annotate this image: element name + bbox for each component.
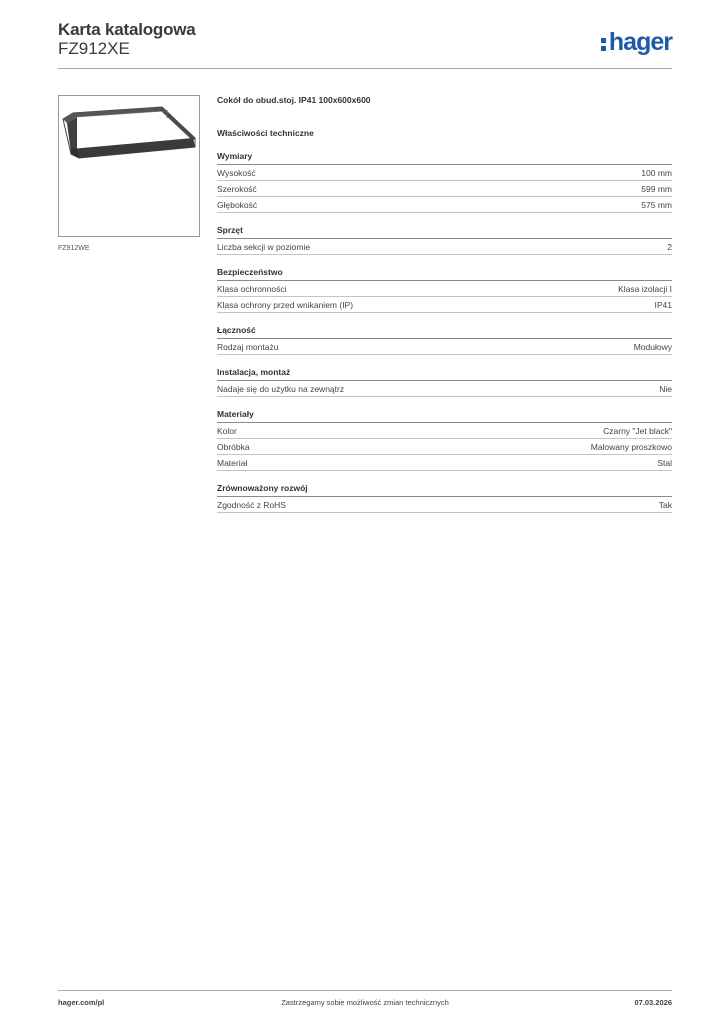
product-code: FZ912XE	[58, 39, 130, 58]
spec-row	[217, 197, 672, 213]
spec-label: Głębokość	[217, 200, 258, 210]
spec-value: IP41	[654, 300, 672, 310]
spec-row	[217, 165, 672, 181]
spec-row	[217, 455, 672, 471]
spec-label: Liczba sekcji w poziomie	[217, 242, 311, 252]
spec-label: Kolor	[217, 426, 237, 436]
disclaimer-text: Zastrzegamy sobie możliwość zmian technicznych	[281, 998, 449, 1007]
spec-row	[217, 439, 672, 455]
footer-divider	[58, 990, 672, 991]
spec-label: Klasa ochrony przed wnikaniem (IP)	[217, 300, 354, 310]
spec-label: Klasa ochronności	[217, 284, 287, 294]
spec-label: Rodzaj montażu	[217, 342, 279, 352]
section-installation	[217, 366, 672, 397]
spec-row	[217, 281, 672, 297]
spec-label: Wysokość	[217, 168, 256, 178]
spec-label: Materiał	[217, 458, 248, 468]
section-title: Bezpieczeństwo	[217, 266, 672, 281]
section-title: Zrównoważony rozwój	[217, 482, 672, 497]
spec-row	[217, 423, 672, 439]
spec-value: Stal	[657, 458, 672, 468]
spec-label: Szerokość	[217, 184, 257, 194]
section-title: Wymiary	[217, 150, 672, 165]
document-title: Karta katalogowa	[58, 20, 196, 39]
spec-label: Obróbka	[217, 442, 250, 452]
spec-row	[217, 297, 672, 313]
image-caption: FZ912WE	[58, 245, 90, 252]
section-materials	[217, 408, 672, 471]
header-divider	[58, 68, 672, 69]
spec-value: Malowany proszkowo	[590, 442, 672, 452]
section-title: Instalacja, montaż	[217, 366, 672, 381]
spec-value: 599 mm	[641, 184, 672, 194]
specification	[217, 94, 672, 513]
product-name: Cokół do obud.stoj. IP41 100x600x600	[217, 95, 371, 105]
page-footer	[58, 998, 672, 1010]
section-connectivity	[217, 324, 672, 355]
spec-label: Zgodność z RoHS	[217, 500, 286, 510]
section-title: Sprzęt	[217, 224, 672, 239]
logo-text: hager	[608, 28, 672, 56]
section-title: Łączność	[217, 324, 672, 339]
spec-row	[217, 497, 672, 513]
section-hardware	[217, 224, 672, 255]
spec-value: Modułowy	[633, 342, 672, 352]
technical-properties-title: Właściwości techniczne	[217, 128, 314, 138]
spec-value: 575 mm	[641, 200, 672, 210]
hager-logo	[601, 28, 672, 57]
spec-row	[217, 239, 672, 255]
spec-row	[217, 339, 672, 355]
section-safety	[217, 266, 672, 313]
spec-value: Klasa izolacji I	[618, 284, 672, 294]
page-header	[58, 20, 672, 68]
logo-colon-mark	[601, 35, 608, 51]
spec-value: Czarny "Jet black"	[603, 426, 672, 436]
spec-value: 2	[667, 242, 672, 252]
spec-row	[217, 181, 672, 197]
spec-value: Nie	[659, 384, 672, 394]
product-image-frame	[58, 95, 200, 237]
spec-value: Tak	[658, 500, 672, 510]
plinth-frame-image	[59, 96, 199, 236]
spec-row	[217, 381, 672, 397]
section-dimensions	[217, 150, 672, 213]
document-date: 07.03.2026	[634, 998, 672, 1007]
spec-label: Nadaje się do użytku na zewnątrz	[217, 384, 345, 394]
spec-value: 100 mm	[641, 168, 672, 178]
section-title: Materiały	[217, 408, 672, 423]
section-sustainability	[217, 482, 672, 513]
website-link[interactable]: hager.com/pl	[58, 998, 105, 1007]
